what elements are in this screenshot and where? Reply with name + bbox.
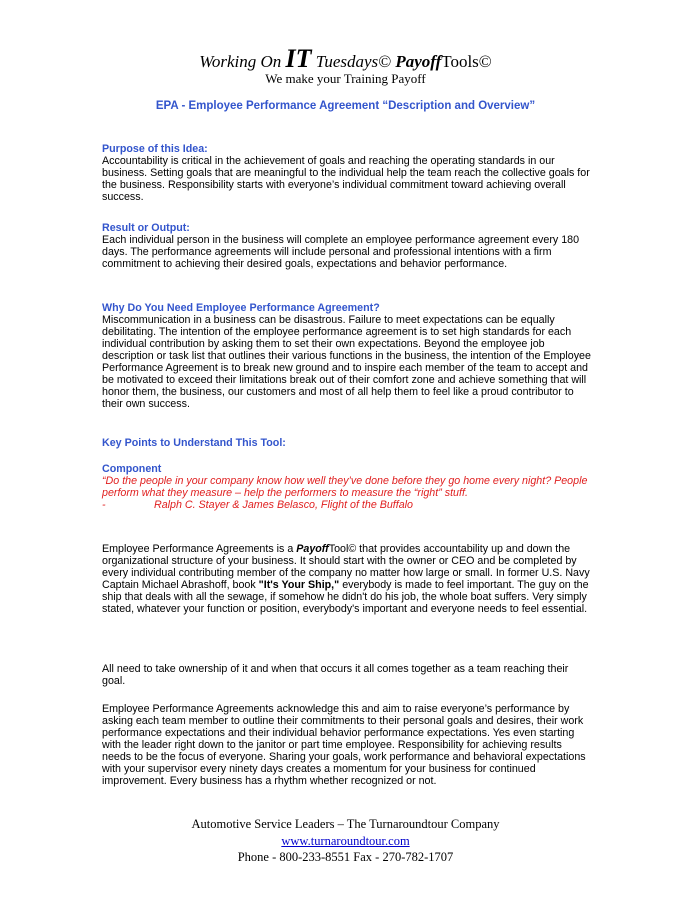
footer-website-row [0,834,691,849]
title-mid: Tuesdays© [311,52,396,71]
para1-text-a: Employee Performance Agreements is a [102,543,297,555]
para3-text: Employee Performance Agreements acknowledge this and aim to raise everyone’s performance by asking each team member to outline their commitments to their personal goals and desires, their work performance expectations and their individual behavior performance expectations. Yes even starting with the leader right down to the janitor or part time employee. Responsibility for achieving results needs to be the focus of everyone. Sharing your goals, work performance and behavioral expectations with your supervisor every ninety days creates a momentum for your business for continued improvement. Every business has a rhythm whether recognized or not. [102,703,586,788]
epa-title: EPA - Employee Performance Agreement “Description and Overview” [155,100,536,112]
title-tools: Tools© [441,52,492,71]
component-section [102,463,592,511]
why-heading: Why Do You Need Employee Performance Agreement? [102,302,380,314]
page-title [0,44,691,74]
key-points-heading: Key Points to Understand This Tool: [102,437,286,449]
para1-text-b: Tool© that provides accountability up and down the organizational structure of your business. It should start with the owner or CEO and be completed by every individual contributing member of the company no matter how large or small. In former U.S. Navy Captain Michael Abrashoff, book [102,543,590,592]
result-heading: Result or Output: [102,222,190,234]
para1-text-c: everybody is made to feel important. The guy on the ship that deals with all the sewage, if somehow he didn't do his job, the whole boat suffers. Very simply stated, whatever your function or position, everybody's important and everyone needs to feel essential. [102,579,589,616]
tagline: We make your Training Payoff [265,71,426,86]
paragraph-acknowledge [102,703,592,787]
para1-book-title: "It's Your Ship," [258,579,340,592]
why-text: Miscommunication in a business can be disastrous. Failure to meet expectations can be equally debilitating. The intention of the employee performance agreement is to set high standards for each individual contribution by asking them to set their own expectations. Beyond the employee job description or task list that outlines their various functions in the business, the intention of the Employee Performance Agreement is to break new ground and to inspire each member of the team to accept and be motivated to exceed their limitations break out of their comfort zone and achieve something that will honor them, the business, our customers and most of all help them to feel like a proud contributor to their own success. [102,314,591,411]
purpose-section [102,143,592,203]
quote-attribution-row [102,499,592,511]
footer-company: Automotive Service Leaders – The Turnaroundtour Company [191,817,500,831]
para1-payoff: Payoff [296,543,329,555]
why-section [102,302,592,410]
title-payoff: Payoff [395,52,442,71]
para2-text: All need to take ownership of it and when that occurs it all comes together as a team reaching their goal. [102,663,569,688]
paragraph-text [102,543,592,615]
title-it: IT [285,44,312,73]
quote-dash: - [102,499,106,512]
title-prefix: Working On [199,52,286,71]
purpose-heading: Purpose of this Idea: [102,143,208,155]
key-points-section [102,437,592,449]
component-heading: Component [102,463,162,475]
purpose-text: Accountability is critical in the achievement of goals and reaching the operating standards in our business. Setting goals that are meaningful to the individual help the team reach the collective goals for the business. Responsibility starts with everyone’s individual commitment toward achieving overall success. [102,155,590,204]
footer-contact: Phone - 800-233-8551 Fax - 270-782-1707 [237,850,454,864]
quote-attribution: Ralph C. Stayer & James Belasco, Flight of the Buffalo [154,499,413,512]
result-section [102,222,592,270]
component-quote: “Do the people in your company know how well they’ve done before they go home every night? People perform what they measure – help the performers to measure the “right” stuff. [102,475,588,500]
website-link[interactable]: www.turnaroundtour.com [281,834,410,848]
paragraph-ownership [102,663,592,687]
paragraph-payoff-tool [102,543,592,615]
result-text: Each individual person in the business will complete an employee performance agreement every 180 days. The performance agreements will include personal and professional intentions with a firm commitment to achieving their desired goals, expectations and behavior performance. [102,234,580,271]
